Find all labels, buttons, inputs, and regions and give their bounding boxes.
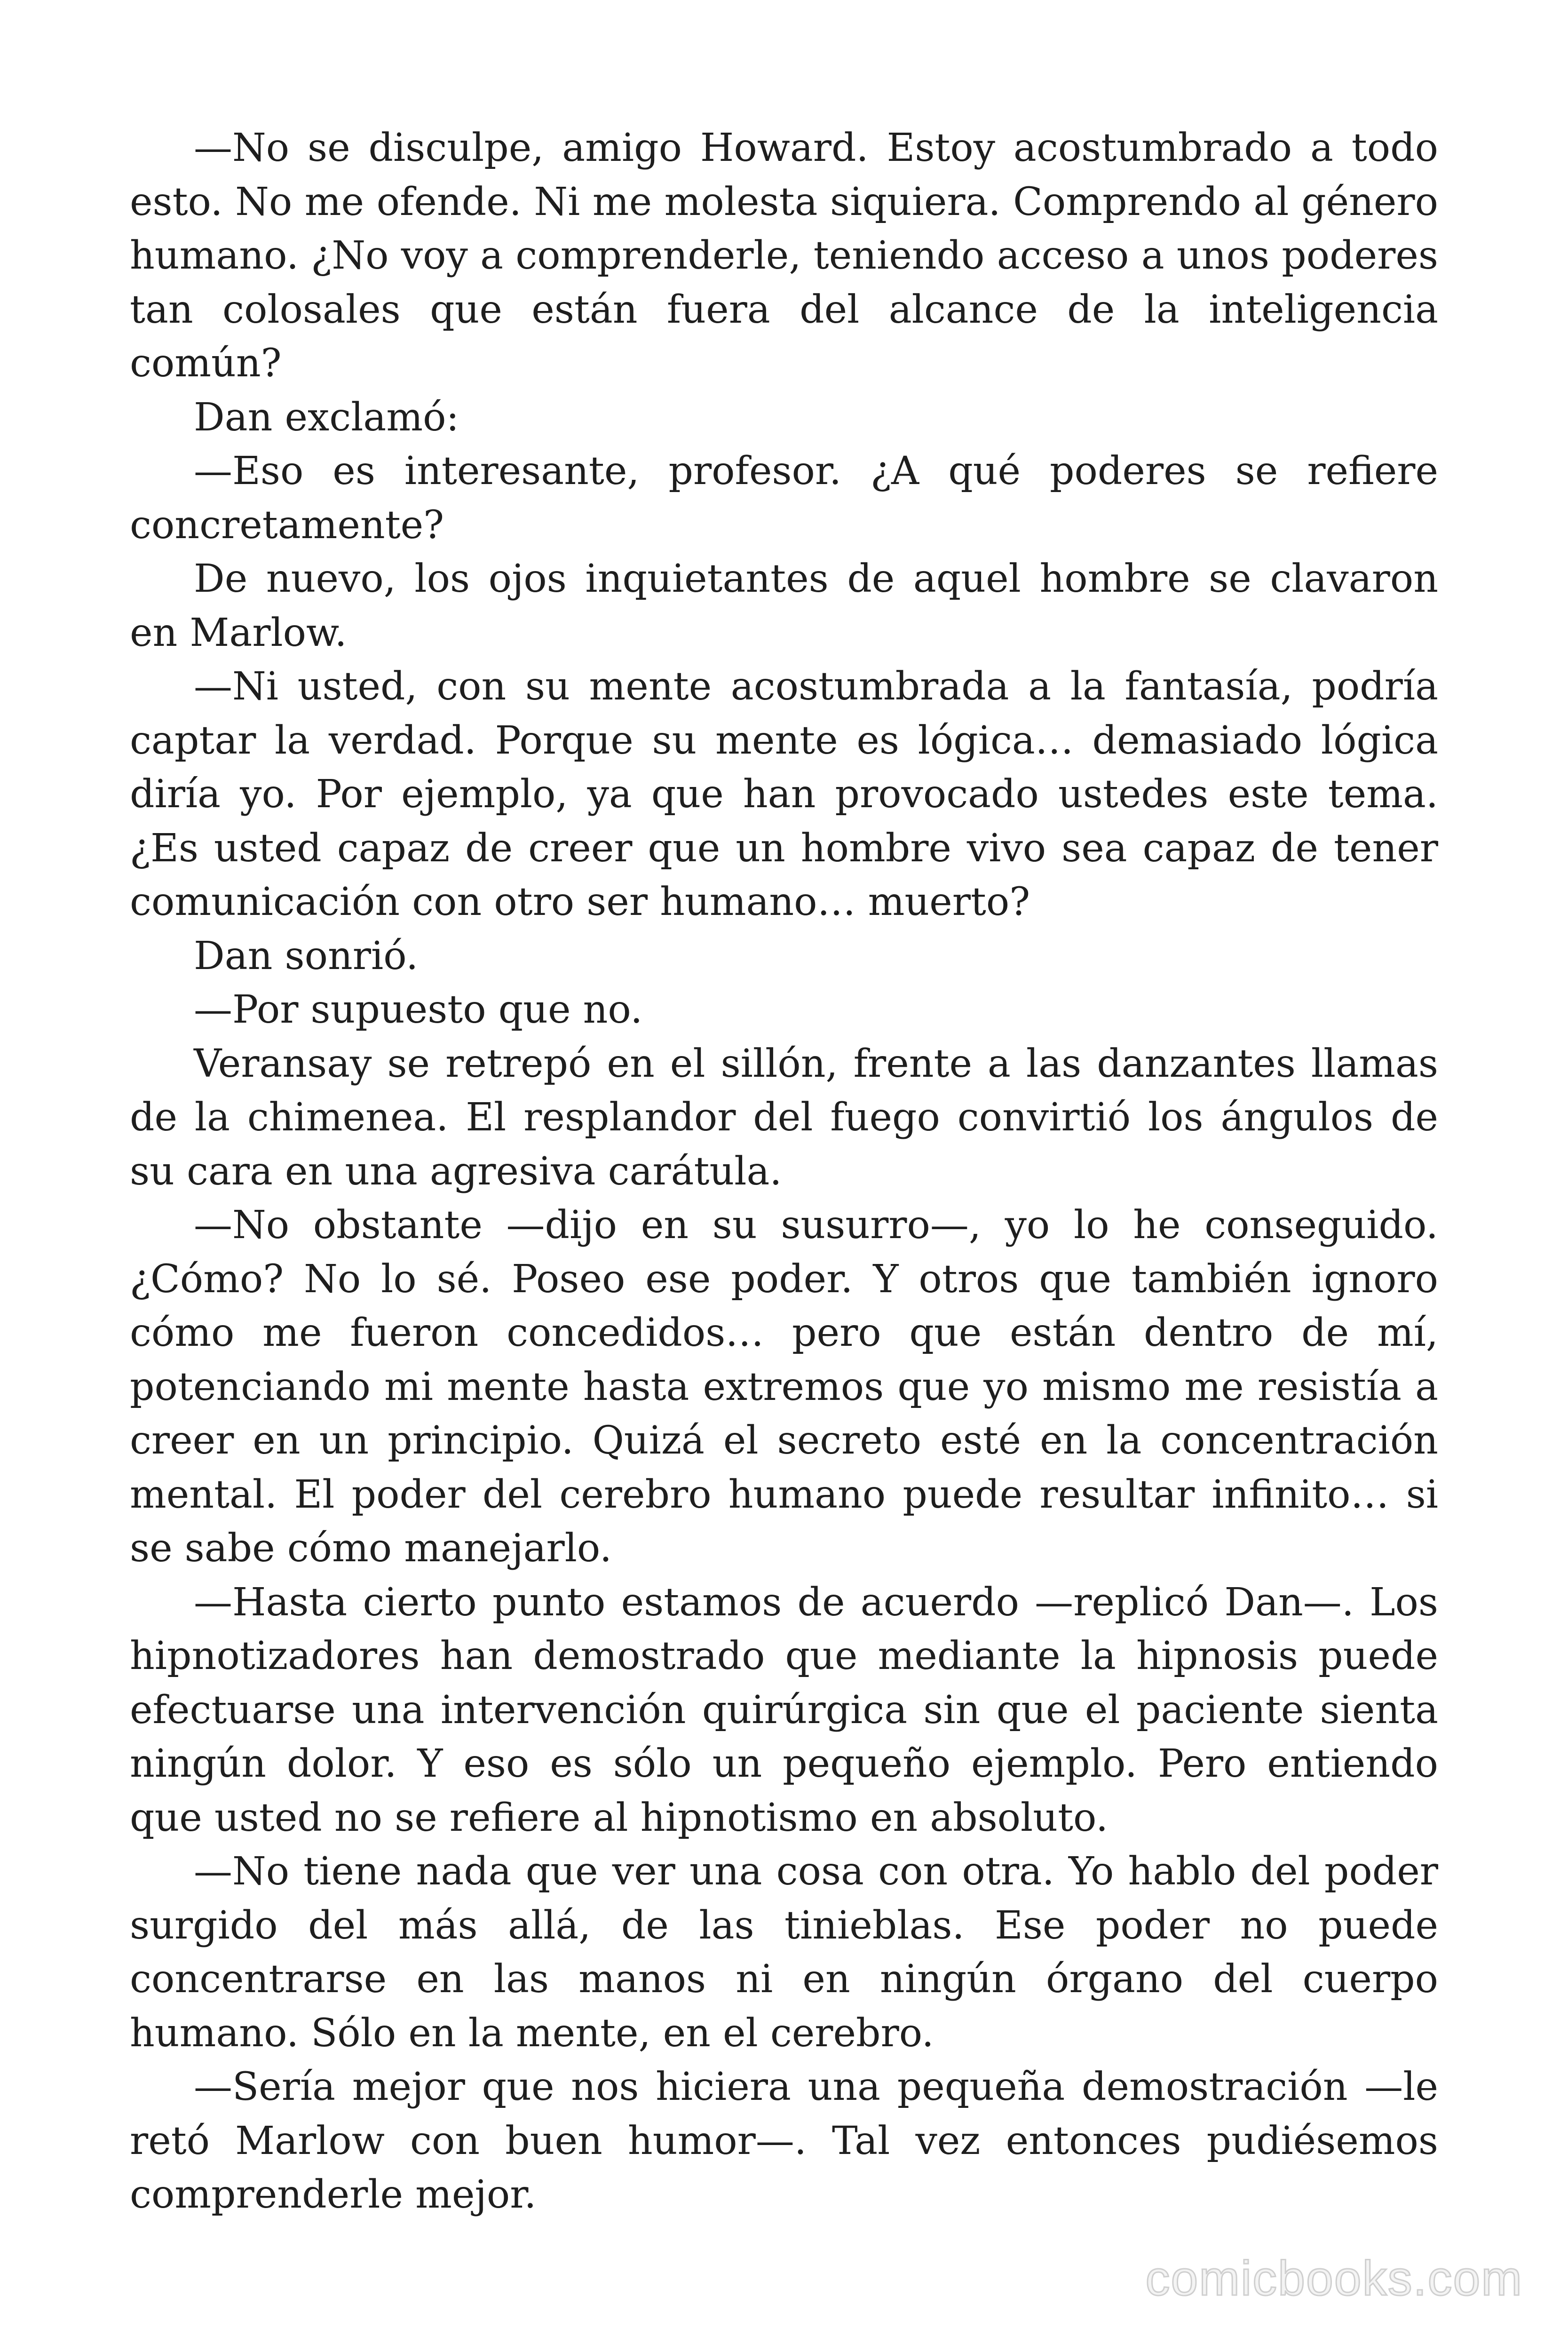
paragraph: De nuevo, los ojos inquietantes de aquel hombre se clavaron en Marlow. bbox=[130, 556, 1438, 655]
paragraph: —No obstante —dijo en su susurro—, yo lo he conseguido. ¿Cómo? No lo sé. Poseo ese poder. Y otros que también ignoro cómo me fueron concedidos… pero que están dentro de mí, potenciando mi mente hasta extremos que yo mismo me resistía a creer en un principio. Quizá el secreto esté en la concentración mental. El poder del cerebro humano puede resultar infinito… si se sabe cómo manejarlo. bbox=[130, 1203, 1438, 1571]
paragraph: —No se disculpe, amigo Howard. Estoy acostumbrado a todo esto. No me ofende. Ni me molesta siquiera. Comprendo al género humano. ¿No voy a comprenderle, teniendo acceso a unos poderes tan colosales que están fuera del alcance de la inteligencia común? bbox=[130, 126, 1438, 386]
paragraph: —No tiene nada que ver una cosa con otra. Yo hablo del poder surgido del más allá, de las tinieblas. Ese poder no puede concentrarse en las manos ni en ningún órgano del cuerpo humano. Sólo en la mente, en el cerebro. bbox=[130, 1849, 1438, 2056]
paragraph: —Por supuesto que no. bbox=[194, 987, 643, 1032]
paragraph: Dan exclamó: bbox=[194, 395, 459, 440]
body-text bbox=[130, 121, 1438, 2222]
paragraph: —Hasta cierto punto estamos de acuerdo —replicó Dan—. Los hipnotizadores han demostrado que mediante la hipnosis puede efectuarse una intervención quirúrgica sin que el paciente sienta ningún dolor. Y eso es sólo un pequeño ejemplo. Pero entiendo que usted no se refiere al hipnotismo en absoluto. bbox=[130, 1580, 1438, 1840]
paragraph: —Ni usted, con su mente acostumbrada a la fantasía, podría captar la verdad. Porque su mente es lógica… demasiado lógica diría yo. Por ejemplo, ya que han provocado ustedes este tema. ¿Es usted capaz de creer que un hombre vivo sea capaz de tener comunicación con otro ser humano… muerto? bbox=[130, 664, 1438, 924]
watermark: comicbooks.com bbox=[1145, 2251, 1523, 2306]
paragraph: Dan sonrió. bbox=[194, 933, 419, 978]
paragraph: —Eso es interesante, profesor. ¿A qué poderes se refiere concretamente? bbox=[130, 449, 1438, 548]
paragraph: —Sería mejor que nos hiciera una pequeña demostración —le retó Marlow con buen humor—. Tal vez entonces pudiésemos comprenderle mejor. bbox=[130, 2065, 1438, 2217]
paragraph: Veransay se retrepó en el sillón, frente a las danzantes llamas de la chimenea. El resplandor del fuego convirtió los ángulos de su cara en una agresiva carátula. bbox=[130, 1041, 1438, 1194]
